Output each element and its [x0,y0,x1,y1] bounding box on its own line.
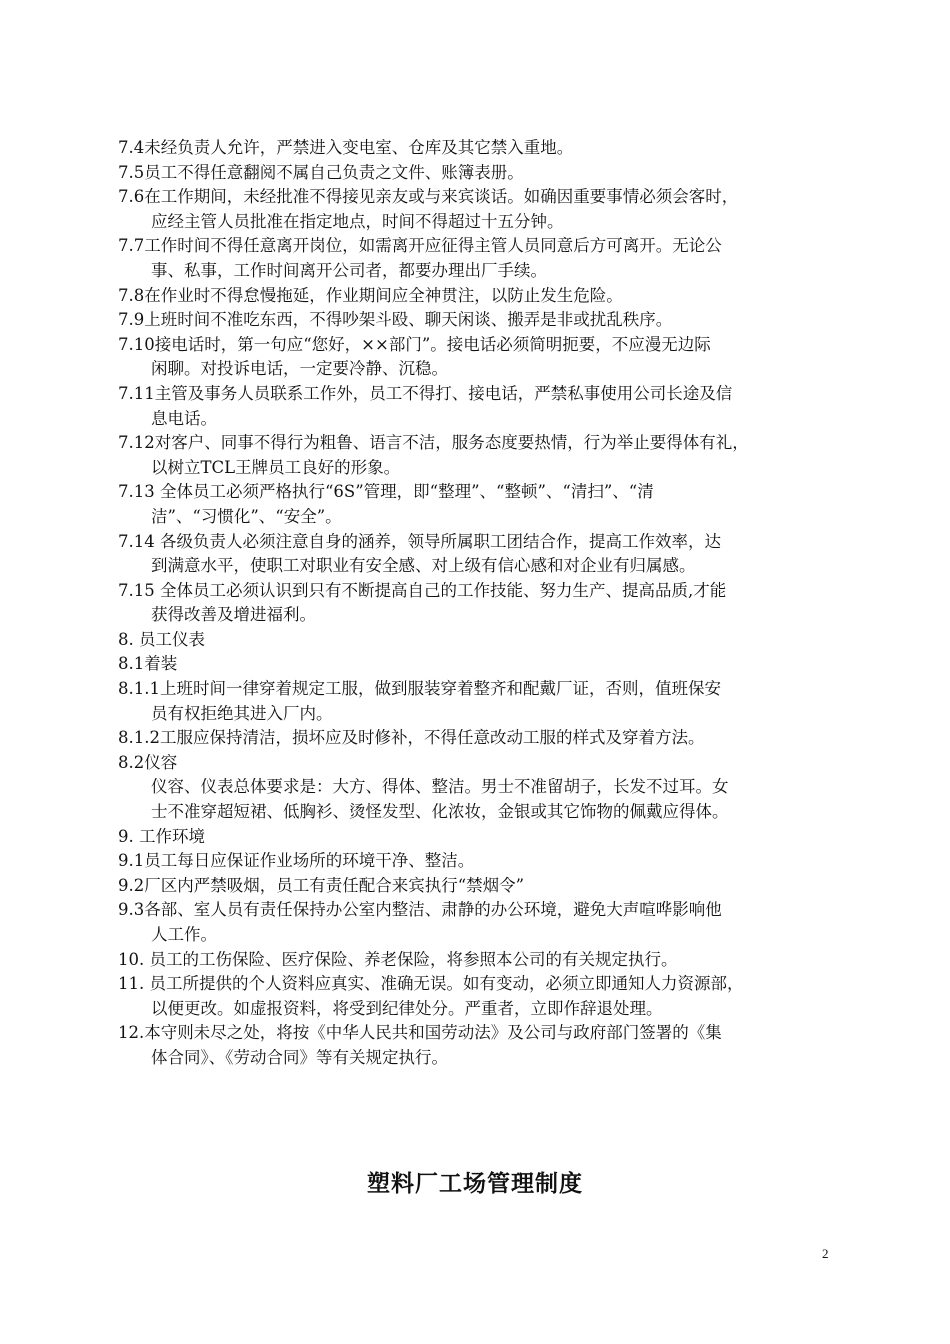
text-line: 12.本守则未尽之处，将按《中华人民共和国劳动法》及公司与政府部门签署的《集 [118,1023,722,1043]
text-line: 9.2厂区内严禁吸烟，员工有责任配合来宾执行“禁烟令” [118,875,525,895]
text-line: 息电话。 [151,408,217,428]
text-line: 8.1.2工服应保持清洁，损坏应及时修补，不得任意改动工服的样式及穿着方法。 [118,728,705,748]
text-line: 8. 员工仪表 [118,629,205,649]
section-heading: 塑料厂工场管理制度 [367,1171,583,1197]
text-line: 应经主管人员批准在指定地点，时间不得超过十五分钟。 [151,211,564,231]
text-line: 士不准穿超短裙、低胸衫、烫怪发型、化浓妆，金银或其它饰物的佩戴应得体。 [151,802,729,822]
text-line: 9.3各部、室人员有责任保持办公室内整洁、肃静的办公环境，避免大声喧哗影响他 [118,900,722,920]
text-line: 7.5员工不得任意翻阅不属自己负责之文件、账簿表册。 [118,162,524,182]
text-line: 8.1.1上班时间一律穿着规定工服，做到服装穿着整齐和配戴厂证，否则，值班保安 [118,679,721,699]
text-line: 7.8在作业时不得怠慢拖延，作业期间应全神贯注，以防止发生危险。 [118,285,623,305]
text-line: 7.10接电话时，第一句应“您好，××部门”。接电话必须简明扼要，不应漫无边际 [118,334,711,354]
text-line: 事、私事，工作时间离开公司者，都要办理出厂手续。 [151,260,547,280]
text-line: 7.9上班时间不准吃东西，不得吵架斗殴、聊天闲谈、搬弄是非或扰乱秩序。 [118,310,673,330]
text-line: 9.1员工每日应保证作业场所的环境干净、整洁。 [118,851,475,871]
text-line: 7.13 全体员工必须严格执行“6S”管理，即“整理”、“整顿”、“清扫”、“清 [118,482,654,502]
text-line: 8.1着装 [118,654,178,674]
text-line: 7.6在工作期间，未经批准不得接见亲友或与来宾谈话。如确因重要事情必须会客时， [118,187,739,207]
text-line: 10. 员工的工伤保险、医疗保险、养老保险，将参照本公司的有关规定执行。 [118,949,678,969]
text-line: 7.4未经负责人允许，严禁进入变电室、仓库及其它禁入重地。 [118,138,574,157]
text-line: 8.2仪容 [118,752,178,772]
text-line: 体合同》、《劳动合同》等有关规定执行。 [151,1047,448,1067]
text-line: 以便更改。如虚报资料，将受到纪律处分。严重者，立即作辞退处理。 [151,998,663,1018]
text-line: 仪容、仪表总体要求是：大方、得体、整洁。男士不准留胡子，长发不过耳。女 [151,777,729,797]
text-line: 获得改善及增进福利。 [151,605,316,625]
text-line: 员有权拒绝其进入厂内。 [151,703,333,723]
text-line: 闲聊。对投诉电话，一定要冷静、沉稳。 [151,359,448,379]
text-line: 洁”、“习惯化”、“安全”。 [151,506,342,526]
text-line: 7.7工作时间不得任意离开岗位，如需离开应征得主管人员同意后方可离开。无论公 [118,236,722,256]
page-number: 2 [822,1246,829,1261]
text-line: 到满意水平，使职工对职业有安全感、对上级有信心感和对企业有归属感。 [151,556,696,576]
text-line: 7.15 全体员工必须认识到只有不断提高自己的工作技能、努力生产、提高品质,才能 [118,580,727,600]
text-line: 人工作。 [151,925,217,944]
text-line: 7.12对客户、同事不得行为粗鲁、语言不洁，服务态度要热情，行为举止要得体有礼， [118,433,749,453]
text-line: 7.11主管及事务人员联系工作外，员工不得打、接电话，严禁私事使用公司长途及信 [118,383,733,403]
document-body [118,136,838,1071]
text-line: 以树立TCL王牌员工良好的形象。 [151,457,401,477]
text-line: 9. 工作环境 [118,826,205,846]
text-line: 11. 员工所提供的个人资料应真实、准确无误。如有变动，必须立即通知人力资源部， [118,974,744,994]
text-line: 7.14 各级负责人必须注意自身的涵养，领导所属职工团结合作，提高工作效率，达 [118,531,721,551]
